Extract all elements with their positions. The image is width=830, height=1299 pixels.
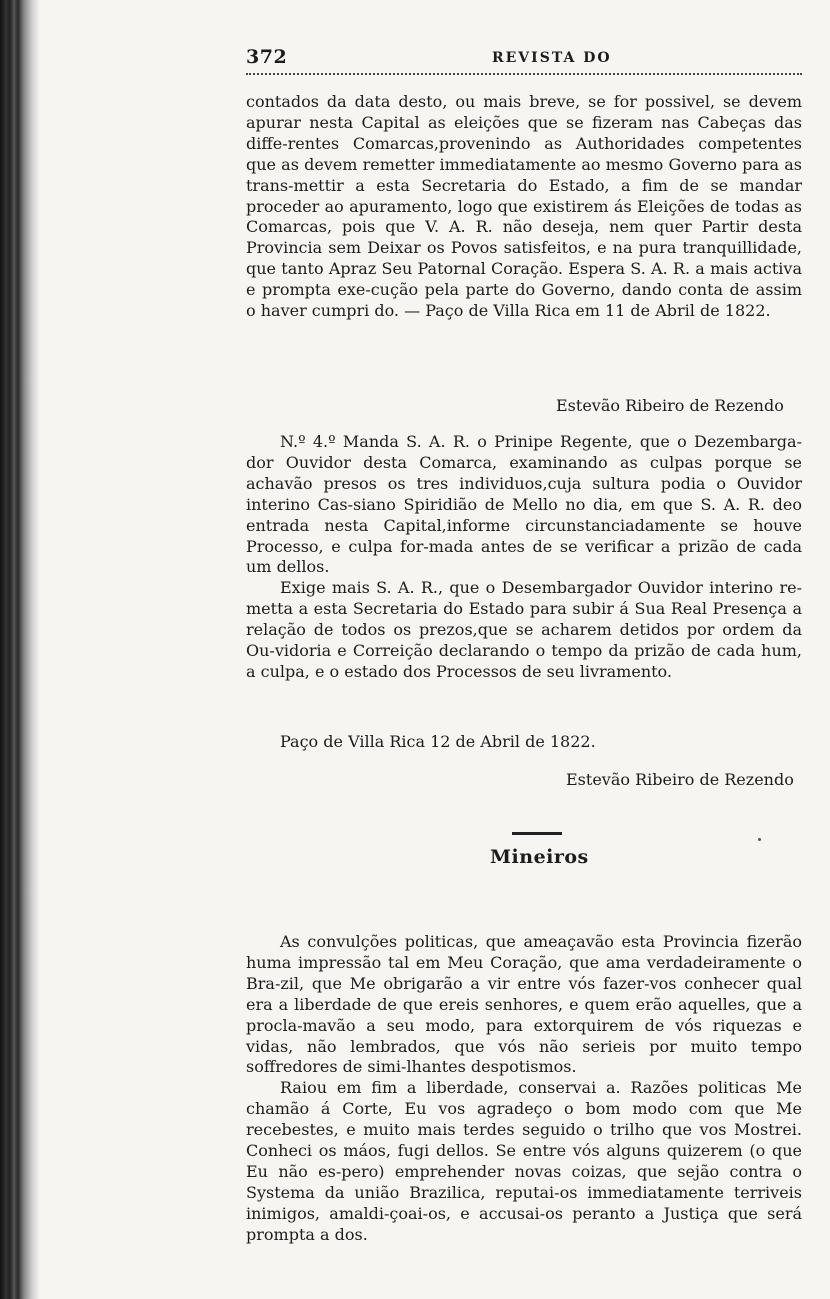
page-header bbox=[246, 40, 802, 80]
section-title: Mineiros bbox=[490, 846, 589, 868]
text-block-2 bbox=[246, 432, 802, 683]
section-divider bbox=[512, 832, 562, 835]
page-number: 372 bbox=[246, 46, 288, 68]
running-head: REVISTA DO bbox=[492, 50, 612, 66]
signature: Estevão Ribeiro de Rezendo bbox=[556, 396, 784, 415]
paragraph: Raiou em fim a liberdade, conservai a. Razões politicas Me chamão á Corte, Eu vos agradeço o bom modo com que Me recebestes, e muito mais terdes seguido o trilho que vos Mostrei. Conheci os máos, fugi dellos. Se entre vós alguns quizerem (o que Eu não es-pero) emprehender novas coizas, que sejão contra o Systema da união Brazilica, reputai-os immediatamente terriveis inimigos, amaldi-çoai-os, e accusai-os peranto a Justiça que será prompta a dos. bbox=[246, 1078, 802, 1244]
book-binding-edge bbox=[0, 0, 40, 1299]
paragraph: As convulções politicas, que ameaçavão esta Provincia fizerão huma impressão tal em Meu Coração, que ama verdadeiramente o Bra-zil, que Me obrigarão a vir entre vós fazer-vos conhecer qual era a liberdade de que ereis senhores, e quem erão aquelles, que a procla-mavão a seu modo, para extorquirem de vós riquezas e vidas, não lembrados, que vós não serieis por muito tempo soffredores de simi-lhantes despotismos. bbox=[246, 932, 802, 1077]
paragraph: contados da data desto, ou mais breve, se for possivel, se devem apurar nesta Capital as eleições que se fizeram nas Cabeças das diffe-rentes Comarcas,provenindo as Authoridades competentes que as devem remetter immediatamente ao mesmo Governo para as trans-mettir a esta Secretaria do Estado, a fim de se mandar proceder ao apuramento, logo que existirem ás Eleições de todas as Comarcas, pois que V. A. R. não deseja, nem quer Partir desta Provincia sem Deixar os Povos satisfeitos, e na pura tranquillidade, que tanto Apraz Seu Patornal Coração. Espera S. A. R. a mais activa e prompta exe-cução pela parte do Governo, dando conta de assim o haver cumpri do. — Paço de Villa Rica em 11 de Abril de 1822. bbox=[246, 92, 802, 321]
text-block-1 bbox=[246, 92, 802, 322]
signature: Estevão Ribeiro de Rezendo bbox=[566, 770, 794, 789]
paragraph: N.º 4.º Manda S. A. R. o Prinipe Regente, que o Dezembarga-dor Ouvidor desta Comarca, examinando as culpas porque se achavão presos os tres individuos,cuja sultura podia o Ouvidor interino Cas-siano Spiridião de Mello no dia, em que S. A. R. deo entrada nesta Capital,informe circunstanciadamente se houve Processo, e culpa for-mada antes de se verificar a prizão de cada um dellos. bbox=[246, 432, 802, 577]
dateline: Paço de Villa Rica 12 de Abril de 1822. bbox=[280, 732, 596, 751]
print-speck bbox=[758, 838, 761, 841]
header-rule bbox=[246, 73, 802, 75]
paragraph: Exige mais S. A. R., que o Desembargador Ouvidor interino re-metta a esta Secretaria do Estado para subir á Sua Real Presença a relação de todos os prezos,que se acharem detidos por ordem da Ou-vidoria e Correição declarando o tempo da prizão de cada hum, a culpa, e o estado dos Processos de seu livramento. bbox=[246, 578, 802, 681]
section-text bbox=[246, 932, 802, 1246]
